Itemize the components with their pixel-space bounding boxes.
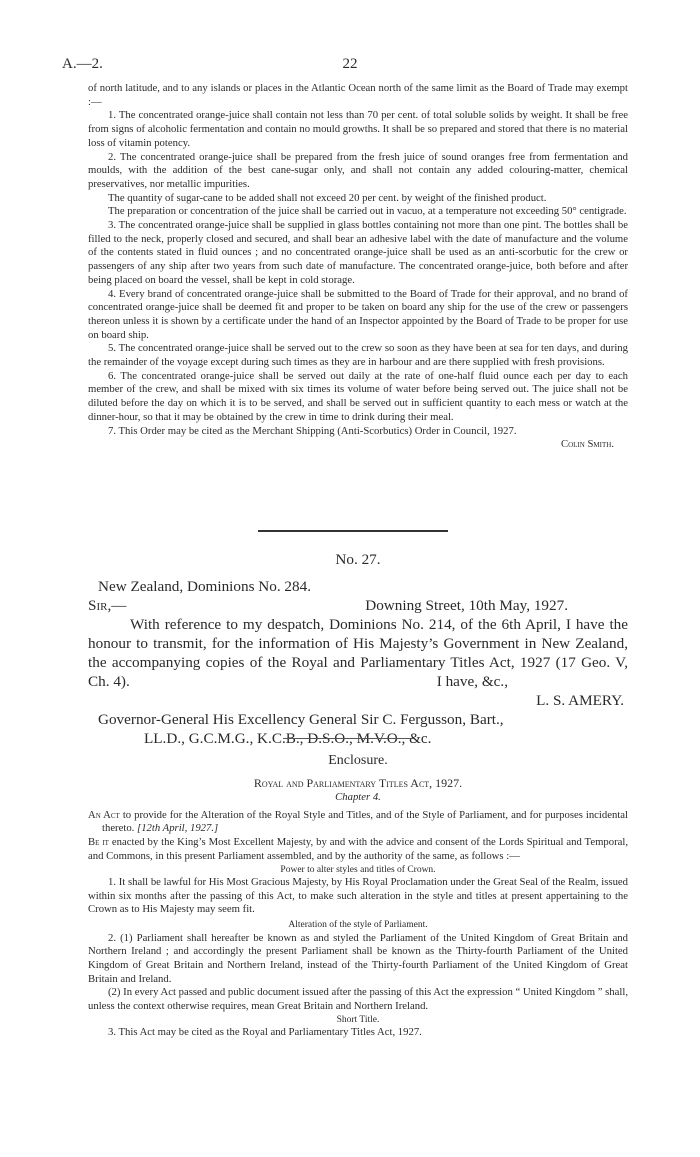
enacting-text: enacted by the King’s Most Excellent Majesty, by and with the advice and consent of the Lords Spiritual and Temporal, and Commons, in this present Parliament assembled, and by the authority of the same, as follows :—	[88, 836, 629, 862]
despatch-addressee: Governor-General His Excellency General Sir C. Fergusson, Bart.,	[98, 711, 504, 728]
despatch-body: With reference to my despatch, Dominions No. 214, of the 6th April, I have the honour to transmit, for the information of His Majesty’s Government in New Zealand, the accompanying copies of the Royal and Parliamentary Titles Act, 1927 (17 Geo. V, Ch. 4).	[88, 616, 628, 690]
section-divider	[283, 738, 413, 739]
salutation: Sir,—	[88, 597, 127, 614]
despatch-addressee: LL.D., G.C.M.G., K.C.B., D.S.O., M.V.O., &c.	[144, 730, 432, 747]
act-title: Royal and Parliamentary Titles Act, 1927.	[253, 776, 463, 790]
order-paragraph: of north latitude, and to any islands or places in the Atlantic Ocean north of the same limit as the Board of Trade may exempt :—	[88, 82, 628, 108]
despatch-signatory: L. S. AMERY.	[536, 692, 624, 709]
despatch	[88, 550, 628, 748]
place-date: Downing Street, 10th May, 1927.	[365, 597, 568, 614]
order-paragraph: 2. The concentrated orange-juice shall be prepared from the fresh juice of sound oranges free from fermentation and moulds, with the addition of the best cane-sugar only, and shall not contain any added colouring-matter, chemical preservatives, nor metallic impurities.	[88, 150, 628, 190]
act-section: (2) In every Act passed and public document issued after the passing of this Act the expression “ United Kingdom ” shall, unless the context otherwise requires, mean Great Britain and Northern Ireland.	[88, 986, 629, 1013]
act-long-title	[88, 809, 628, 836]
side-note: Short Title.	[336, 1014, 380, 1025]
act-section: 2. (1) Parliament shall hereafter be known as and styled the Parliament of the United Kingdom of Great Britain and Northern Ireland ; and accordingly the present Parliament shall be known as the Thirty-fourth Parliament of the United Kingdom of Great Britain and Northern Ireland, instead of the Thirty-fourth Parliament of the United Kingdom of Great Britain and Ireland.	[88, 931, 628, 985]
enclosure-heading: Enclosure.	[328, 753, 388, 768]
page-reference: A.—2.	[62, 56, 103, 72]
despatch-number: No. 27.	[335, 551, 381, 568]
long-title-text: to provide for the Alteration of the Royal Style and Titles, and of the Style of Parliament, and for purposes incidental thereto.	[102, 808, 629, 835]
side-note: Power to alter styles and titles of Crown.	[280, 864, 436, 875]
act-chapter: Chapter 4.	[335, 791, 381, 803]
enclosure	[88, 752, 628, 1040]
enacting-lead: Be it	[88, 836, 109, 849]
order-paragraph: The preparation or concentration of the juice shall be carried out in vacuo, at a temperature not exceeding 50° centigrade.	[108, 205, 627, 218]
section-divider	[258, 530, 448, 532]
salutation-row	[88, 596, 628, 615]
order-signature: Colin Smith.	[560, 438, 614, 451]
order-paragraph: 6. The concentrated orange-juice shall be served out daily at the rate of one-half fluid ounce each per day to each member of the crew, and shall be mixed with six times its volume of water before being served out. The juice shall not be diluted before the day on which it is to be served, and shall be served out in sufficient quantity to each mess or watch at the dinner-hour, so that it may be obtained by the crew in time to drink during their meal.	[88, 369, 628, 423]
order-paragraph: 3. The concentrated orange-juice shall be supplied in glass bottles containing not more than one pint. The bottles shall be filled to the neck, properly closed and secured, and shall bear an adhesive label with the date of manufacture and the volume of the contents stated in fluid ounces ; and no concentrated orange-juice shall be used as an anti-scorbutic for the crew or passengers of any ship after two years from such date of manufacture. The concentrated orange-juice, both before and after being placed on board the vessel, shall be kept in cold storage.	[88, 219, 628, 286]
despatch-reference: New Zealand, Dominions No. 284.	[98, 578, 312, 595]
page-number: 22	[342, 56, 358, 72]
order-paragraph: 4. Every brand of concentrated orange-juice shall be submitted to the Board of Trade for their approval, and no brand of concentrated orange-juice shall be deemed fit and proper to be taken on board any ship for the use of the crew or passengers thereon unless it is shown by a certificate under the hand of an Inspector appointed by the Board of Trade to be proper for use on board ship.	[88, 287, 628, 341]
order-paragraph: 5. The concentrated orange-juice shall be served out to the crew so soon as they have been at sea for ten days, and during the remainder of the voyage except during such times as they are in harbour and are there supplied with fresh provisions.	[88, 342, 628, 369]
order-paragraph: The quantity of sugar-cane to be added shall not exceed 20 per cent. by weight of the finished product.	[108, 191, 547, 204]
order-text	[88, 82, 628, 452]
long-title-lead: An Act	[88, 808, 120, 821]
side-note: Alteration of the style of Parliament.	[288, 920, 428, 931]
order-paragraph: 1. The concentrated orange-juice shall contain not less than 70 per cent. of total soluble solids by weight. It shall be free from signs of alcoholic fermentation and contain no mould growths. It shall be so prepared and stored that there is no material loss of vitamin potency.	[88, 109, 628, 149]
long-title-date: [12th April, 1927.]	[137, 822, 219, 835]
despatch-closing: I have, &c.,	[436, 673, 508, 690]
act-section: 3. This Act may be cited as the Royal and Parliamentary Titles Act, 1927.	[108, 1026, 422, 1039]
order-paragraph: 7. This Order may be cited as the Merchant Shipping (Anti-Scorbutics) Order in Council, 1927.	[108, 424, 517, 437]
act-section: 1. It shall be lawful for His Most Gracious Majesty, by His Royal Proclamation under the Great Seal of the Realm, issued within six months after the passing of this Act, to make such alteration in the style and titles at present appertaining to the Crown as to His Majesty may seem fit.	[88, 876, 628, 916]
enacting-clause	[88, 836, 628, 863]
